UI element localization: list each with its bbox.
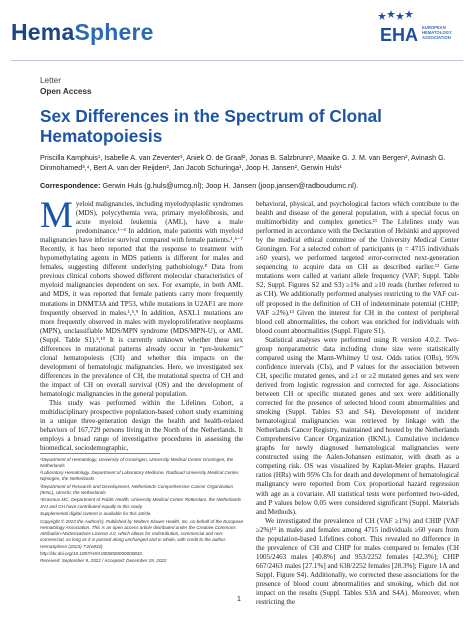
- footnote-copyright: Copyright © 2023 the Author(s). Published by Wolters Kluwer Health, Inc. on behalf of the European Hematology Association. This is an open access article distributed under the Creative Commons Attribution-NoDerivatives License 4.0, which allows for redistribution, commercial and non-commercial, as long as it is passed along unchanged and in whole, with credit to the author.: [40, 518, 244, 542]
- footnote-affiliation: ³Department of Research and Development, Netherlands Comprehensive Cancer Organization (IKNL), Utrecht, the Netherlands: [40, 483, 234, 495]
- footnotes: [40, 457, 245, 566]
- brand-prefix: Hema: [11, 19, 75, 45]
- footnote-divider: [40, 453, 160, 454]
- drop-cap: M: [40, 195, 73, 236]
- author-list: Priscilla Kamphuis¹, Isabelle A. van Zeventer¹, Aniek O. de Graaf², Jonas B. Salzbrunn¹, Maaike G. J. M. van Bergen², Avinash G. Dinmohamed³,⁴, Bert A. van der Reijden², Jan Jacob Schuringa¹, Joop H. Jansen², Gerwin Huls¹: [40, 154, 446, 173]
- paragraph: behavioral, physical, and psychological factors which contribute to the health and disease of the general population, with a special focus on multimorbidity and complex genetics.¹¹ The Lifelines study was performed in accordance with the Declaration of Helsinki and approved by the medical ethical committee of the University Medical Center Groningen. For a selected cohort of participants (n = 4715 individuals ≥60 years), we performed targeted error-corrected next-generation sequencing to acquire data on CH as described earlier.¹² Gene mutations were called at variant allele frequency (VAF; Suppl. Table S2, Suppl. Figures S2 and S3) ≥1% and ≥10 reads (further referred to as CH). We additionally performed analyses restricting to the VAF cut-off proposed in the definition of CH of indeterminate potential (CHIP; VAF ≥2%).¹³ Given the interest for CH in the context of peripheral blood cell abnormalities, the cohort was enriched for individuals with blood count abnormalities (Suppl. Figure S1).: [256, 200, 459, 335]
- eha-logo[interactable]: [378, 6, 458, 50]
- header-divider: [11, 60, 463, 61]
- footnote-doi-link[interactable]: http://dx.doi.org/10.1097/HS9.0000000000000832.: [40, 551, 144, 557]
- correspondence: [40, 181, 460, 191]
- footnote-citation: HemaSphere (2023) 7:2(e832).: [40, 543, 104, 549]
- body-column-right: [256, 200, 459, 607]
- footnote-contribution: JHJ and GH have contributed equally to this study.: [40, 504, 143, 510]
- brand-suffix: Sphere: [74, 19, 154, 45]
- eha-stars-icon: [378, 10, 420, 26]
- eha-wordmark: EHA: [380, 25, 419, 45]
- footnote-affiliation: ²Laboratory Hematology, Department of Laboratory Medicine, Radboud University Medical Center, Nijmegen, the Netherlands: [40, 470, 240, 482]
- article-type: Letter: [40, 76, 61, 85]
- page-number: 1: [237, 596, 241, 603]
- footnote-affiliation: ¹Department of Hematology, University of Groningen, University Medical Center Groningen, the Netherlands: [40, 457, 234, 469]
- eha-tagline: EUROPEAN HEMATOLOGY ASSOCIATION: [422, 25, 452, 40]
- footnote-dates: Received: September 9, 2022 / Accepted: December 19, 2022: [40, 558, 167, 564]
- journal-logo[interactable]: [11, 21, 154, 44]
- correspondence-emails[interactable]: Gerwin Huls (g.huls@umcg.nl); Joop H. Jansen (joop.jansen@radboudumc.nl).: [102, 181, 359, 190]
- access-label: Open Access: [40, 87, 92, 96]
- body-column-left: [40, 195, 243, 453]
- footnote-supplement: Supplemental digital content is available for this article.: [40, 511, 152, 517]
- article-title: Sex Differences in the Spectrum of Clonal Hematopoiesis: [40, 106, 382, 146]
- paragraph: Statistical analyses were performed using R version 4.0.2. Two-group nonparametric data including clone size were statistically compared using the Mann-Whitney U test. Odds ratios (ORs), 95% confidence intervals (CIs), and P values for the association between CH, specific mutated genes, and ≥1 or ≥2 mutated genes and sex were derived from logistic regression and corrected for age. Associations between CH or specific mutated genes and sex were additionally corrected for the presence of selected blood count abnormalities and smoking (Suppl. Tables S3 and S4). Development of incident hematological malignancies was retrieved by linkage with the Netherlands Cancer Registry, maintained and hosted by the Netherlands Comprehensive Cancer Organization (IKNL). Cumulative incidence graphs for newly diagnosed hematological malignancies were constructed using the Aalen-Johansen estimator, with death as a competing risk. OS was visualized by Kaplan-Meier graphs. Hazard ratios (HRs) with 95% CIs for death and development of hematological malignancy were reported from Cox proportional hazard regression with age as a covariate. All statistical tests were performed two-sided, and P values below 0.05 were considered significant (Suppl. Materials and Methods).: [256, 335, 459, 516]
- journal-header: [0, 0, 474, 60]
- paragraph: yeloid malignancies, including myelodysplastic syndromes (MDS), polycythemia vera, primary myelofibrosis, and acute myeloid leukemia (AML), have a male predominance.¹⁻⁴ In addition, male patients with myeloid malignancies have inferior survival compared with female patients.¹,⁴⁻⁷ Recently, it has been reported that the response to treatment with hypomethylating agents in MDS patients is different for males and females, suggesting different underlying pathobiology.⁸ Data from previous clinical cohorts showed different molecular characteristics of myeloid malignancies dependent on sex. For example, in both AML and MDS, it was reported that female patients carry more frequently mutations in DNMT3A and TP53, while mutations in U2AF1 are more frequently observed in males.¹,⁵,⁹ In addition, ASXL1 mutations are more frequently observed in males with myeloproliferative neoplasms (MPN), unclassifiable MDS/MPN syndrome (MDS/MPN-U), or AML (Suppl. Table S1).⁵,¹⁰ It is currently unknown whether these sex differences in mutational patterns already occur in “pre-leukemic” clonal hematopoiesis (CH) and whether this impacts on the development of hematologic malignancies. Here, we investigated sex differences in the prevalence of CH, the mutational spectra of CH and the impact of CH on overall survival (OS) and the development of hematologic malignancies in the general population.: [40, 200, 243, 398]
- correspondence-label: Correspondence:: [40, 181, 101, 190]
- footnote-affiliation: ⁴Erasmus MC, Department of Public Health, University Medical Center Rotterdam, the Netherlands: [40, 496, 242, 502]
- paragraph: This study was performed within the Lifelines Cohort, a multidisciplinary prospective population-based cohort study examining in a unique three-generation design the health and health-related behaviors of 167,729 persons living in the North of the Netherlands. It employs a broad range of investigative procedures in assessing the biomedical, sociodemographic,: [40, 399, 243, 453]
- paragraph: We investigated the prevalence of CH (VAF ≥1%) and CHIP (VAF ≥2%)¹³ in males and females among 4715 individuals ≥60 years from the population-based Lifelines cohort. This revealed no difference in the prevalence of CH and CHIP for males compared to females (CH 1005/2463 males [40.8%] and 953/2252 females [42.3%]; CHIP 667/2463 males [27.1%] and 638/2252 females [28.3%]; Figure 1A and Suppl. Figure S4). Additionally, we corrected these associations for the presence of blood count abnormalities and smoking, which did not impact on the results (Suppl. Tables S3A and S4A). Moreover, when restricting the: [256, 516, 459, 607]
